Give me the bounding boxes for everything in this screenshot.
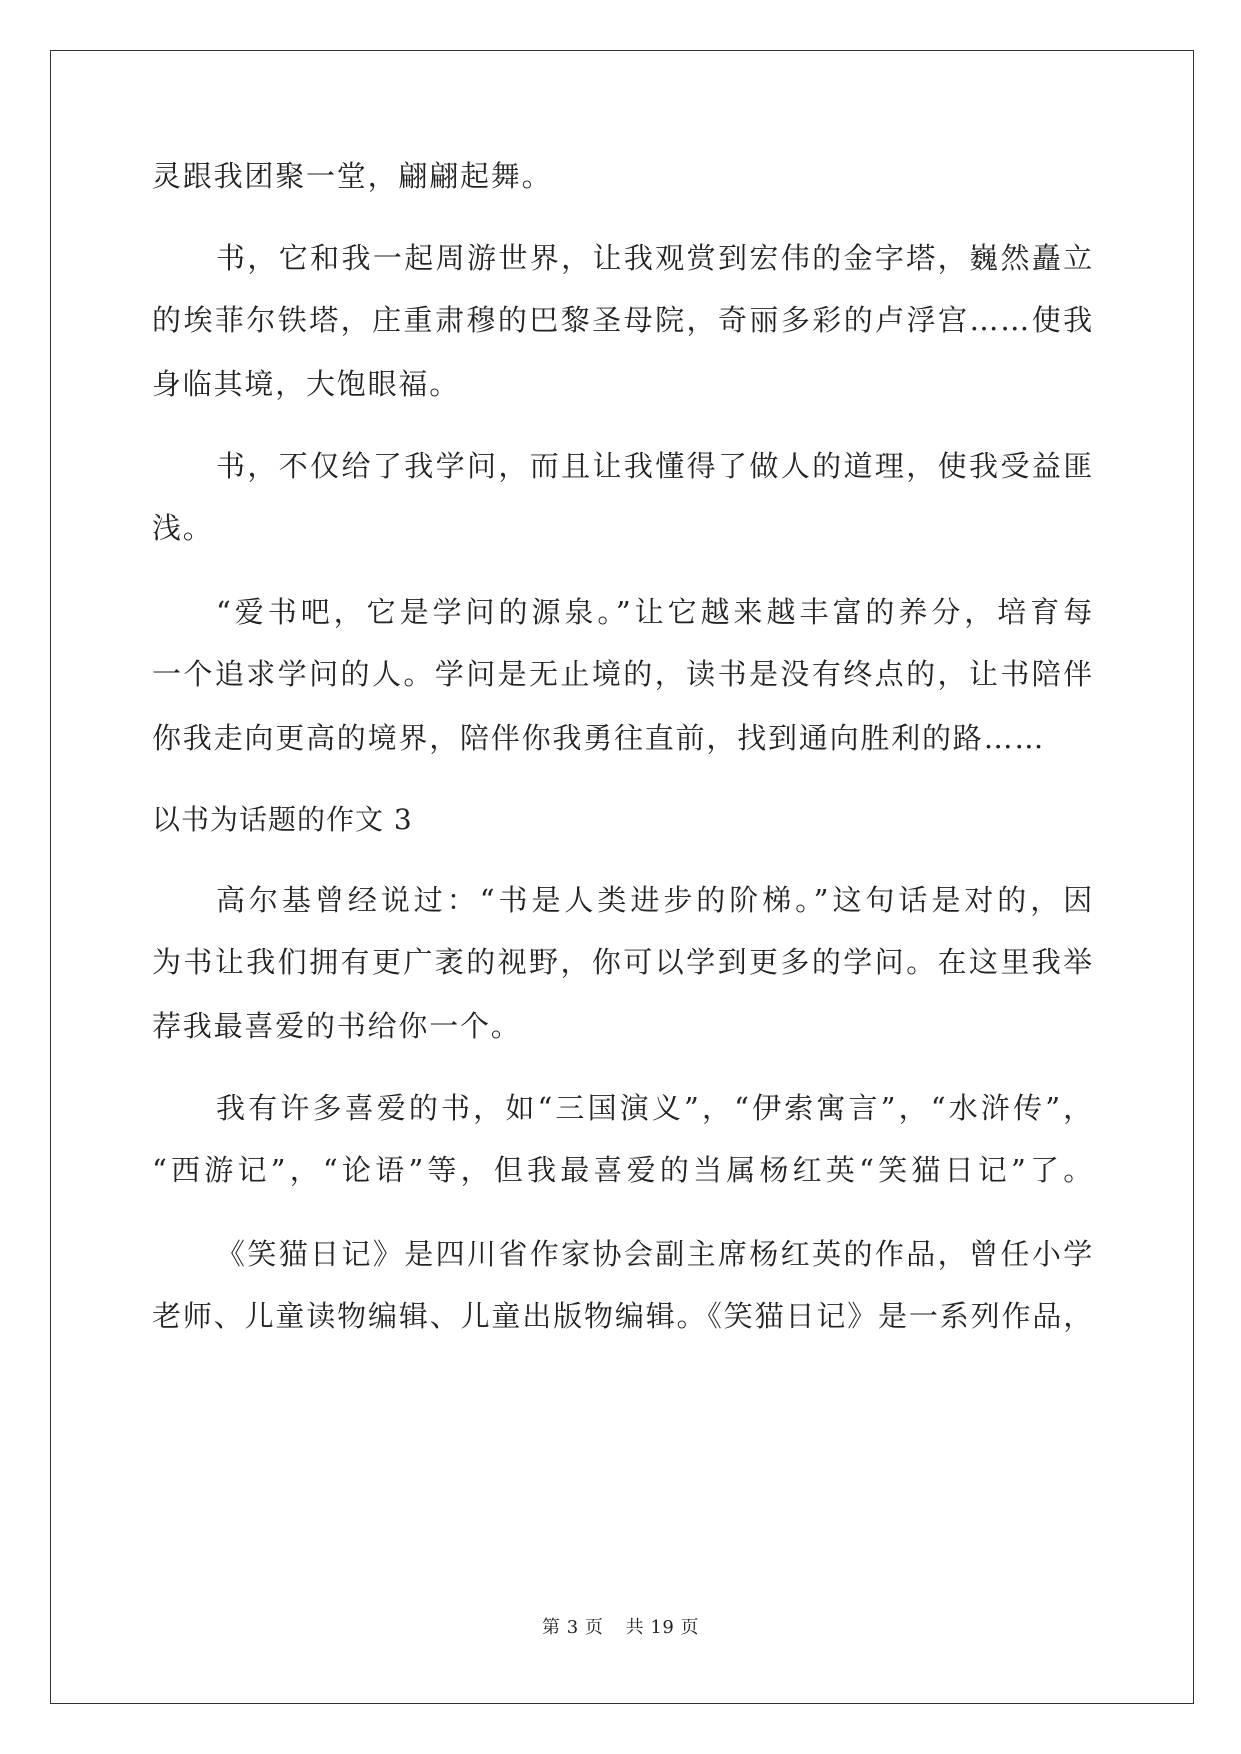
text-line: 老师、儿童读物编辑、儿童出版物编辑。《笑猫日记》是一系列作品， — [152, 1299, 1094, 1333]
text-line: 书，不仅给了我学问，而且让我懂得了做人的道理，使我受益匪 — [216, 449, 1094, 483]
text-line: 《笑猫日记》是四川省作家协会副主席杨红英的作品，曾任小学 — [216, 1237, 1094, 1271]
text-line: 我有许多喜爱的书，如“三国演义”，“伊索寓言”，“水浒传”， — [216, 1091, 1094, 1125]
page-number-total: 共 19 页 — [625, 1617, 699, 1638]
text-line: 为书让我们拥有更广袤的视野，你可以学到更多的学问。在这里我举 — [152, 945, 1094, 979]
page-footer — [0, 1613, 1241, 1639]
section-heading: 以书为话题的作文 3 — [152, 803, 413, 836]
text-line: 高尔基曾经说过：“书是人类进步的阶梯。”这句话是对的，因 — [216, 883, 1094, 917]
text-line: 你我走向更高的境界，陪伴你我勇往直前，找到通向胜利的路…… — [152, 721, 1046, 755]
text-line: 浅。 — [152, 511, 214, 545]
text-line: 荐我最喜爱的书给你一个。 — [152, 1009, 522, 1043]
page-border — [50, 50, 1194, 1704]
text-line: 身临其境，大饱眼福。 — [152, 367, 461, 401]
text-line: 的埃菲尔铁塔，庄重肃穆的巴黎圣母院，奇丽多彩的卢浮宫……使我 — [152, 303, 1094, 337]
text-line: “爱书吧，它是学问的源泉。”让它越来越丰富的养分，培育每 — [216, 595, 1094, 629]
text-line: 一个追求学问的人。学问是无止境的，读书是没有终点的，让书陪伴 — [152, 657, 1094, 691]
page-number-current: 第 3 页 — [542, 1617, 604, 1638]
text-line: “西游记”，“论语”等，但我最喜爱的当属杨红英“笑猫日记”了。 — [152, 1153, 1094, 1187]
text-line: 灵跟我团聚一堂，翩翩起舞。 — [152, 159, 553, 193]
text-line: 书，它和我一起周游世界，让我观赏到宏伟的金字塔，巍然矗立 — [216, 241, 1094, 275]
